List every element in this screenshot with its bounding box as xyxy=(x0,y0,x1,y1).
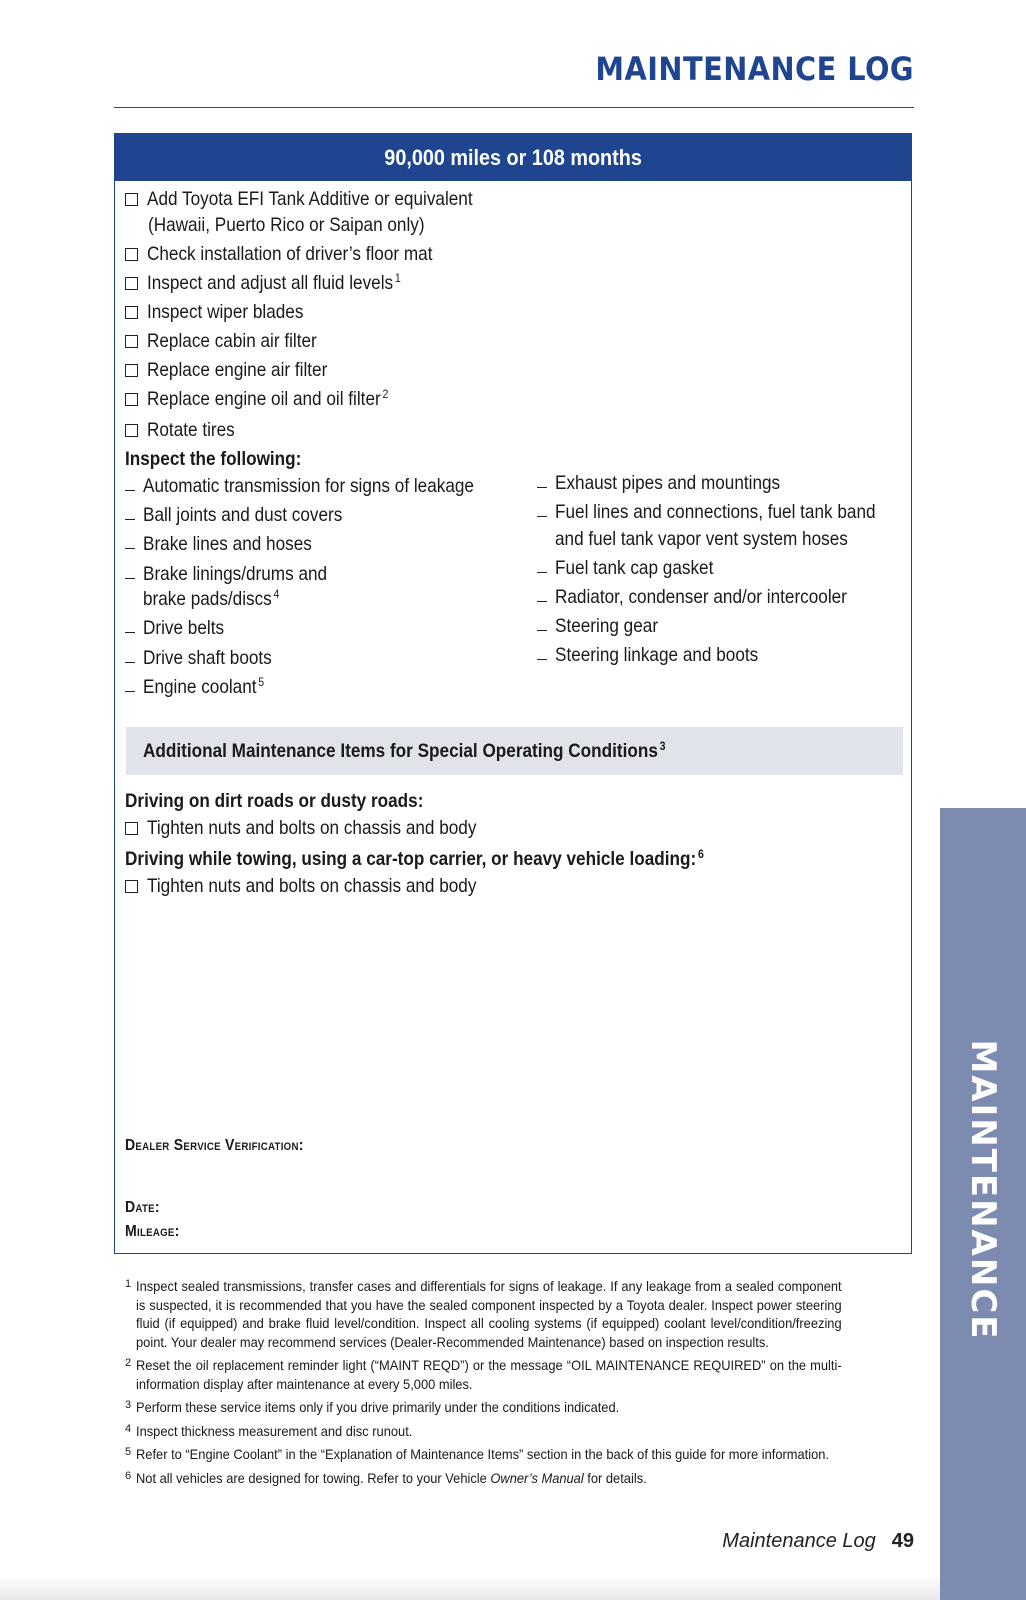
checkbox-icon[interactable] xyxy=(125,193,138,206)
dash-bullet-icon xyxy=(537,659,547,660)
check-item-efi-additive-note: (Hawaii, Puerto Rico or Saipan only) xyxy=(148,214,425,236)
dealer-service-verification-label: Dealer Service Verification: xyxy=(125,1137,304,1154)
dash-bullet-icon xyxy=(125,662,135,663)
check-item-efi-additive: Add Toyota EFI Tank Additive or equivalent xyxy=(125,187,517,211)
checkbox-icon[interactable] xyxy=(125,880,138,893)
footnote-1: 1 Inspect sealed transmissions, transfer cases and differentials for signs of leakage. If any leakage from a sealed component is suspected, it is recommended that you have the sealed component inspected by a Toyota dealer. Inspect power steering fluid (if equipped) and brake fluid level/condition. Inspect all cooling systems (if equipped) coolant level/condition/freezing point. Your dealer may recommend services (Dealer-Recommended Maintenance) based on inspection results. xyxy=(125,1278,842,1350)
title-divider xyxy=(114,107,914,108)
dash-bullet-icon xyxy=(537,601,547,602)
inspect-item: Ball joints and dust covers xyxy=(125,503,370,527)
dash-bullet-icon xyxy=(125,548,135,549)
footnote-ref: 5 xyxy=(258,675,265,689)
checkbox-icon[interactable] xyxy=(125,335,138,348)
footnote-ref: 6 xyxy=(697,847,704,861)
footnote-ref: 1 xyxy=(394,271,401,285)
owners-manual-title: Owner’s Manual xyxy=(490,1469,584,1486)
checkbox-icon[interactable] xyxy=(125,822,138,835)
dash-bullet-icon xyxy=(537,630,547,631)
footnote-ref: 4 xyxy=(273,587,280,601)
dash-bullet-icon xyxy=(537,516,547,517)
inspect-item: Brake linings/drums and xyxy=(125,562,352,586)
check-item-rotate-tires: Rotate tires xyxy=(125,418,247,442)
page-number: 49 xyxy=(891,1530,914,1552)
footnote-ref: 3 xyxy=(659,739,666,753)
inspect-item: Fuel tank cap gasket xyxy=(537,556,735,580)
dash-bullet-icon xyxy=(125,519,135,520)
footnote-3: 3 Perform these service items only if you drive primarily under the conditions indicated. xyxy=(125,1399,620,1415)
check-item-oil-filter: Replace engine oil and oil filter $^2$ xyxy=(125,387,421,411)
date-label: Date: xyxy=(125,1199,160,1216)
check-item-cabin-filter: Replace cabin air filter xyxy=(125,329,340,353)
inspect-item: Exhaust pipes and mountings xyxy=(537,471,811,495)
check-item-towing-tighten: Tighten nuts and bolts on chassis and body xyxy=(125,874,521,898)
mileage-label: Mileage: xyxy=(125,1223,180,1240)
page-title: MAINTENANCE LOG xyxy=(595,50,914,88)
checkbox-icon[interactable] xyxy=(125,393,138,406)
check-item-dirt-tighten: Tighten nuts and bolts on chassis and body xyxy=(125,816,521,840)
inspect-item: Drive shaft boots xyxy=(125,646,289,670)
footnote-4: 4 Inspect thickness measurement and disc runout. xyxy=(125,1422,413,1439)
check-item-wiper-blades: Inspect wiper blades xyxy=(125,300,325,324)
footnote-5: 5 Refer to “Engine Coolant” in the “Explanation of Maintenance Items” section in the back of this guide for more information. xyxy=(125,1446,830,1462)
inspect-item: Drive belts xyxy=(125,616,235,640)
footnote-2: 2 Reset the oil replacement reminder light (“MAINT REQD”) or the message “OIL MAINTENANCE REQUIRED” on the multi-information display after maintenance at every 5,000 miles. xyxy=(125,1357,842,1392)
inspect-item-continued: and fuel tank vapor vent system hoses xyxy=(555,528,848,550)
inspect-item: Radiator, condenser and/or intercooler xyxy=(537,585,887,609)
page-bottom-shadow xyxy=(0,1575,940,1600)
footnote-6: 6 Not all vehicles are designed for towing. Refer to your Vehicle Owner’s Manual for details. xyxy=(125,1469,647,1486)
dash-bullet-icon xyxy=(537,487,547,488)
interval-header-text: 90,000 miles or 108 months xyxy=(384,144,642,170)
inspect-item: Engine coolant $^5$ xyxy=(125,675,281,699)
towing-heading: Driving while towing, using a car-top carrier, or heavy vehicle loading: $^6$ xyxy=(125,847,704,870)
inspect-item-continued: brake pads/discs $^4$ xyxy=(143,587,280,610)
page-footer xyxy=(722,1530,914,1553)
maintenance-box xyxy=(114,133,912,1254)
checkbox-icon[interactable] xyxy=(125,306,138,319)
interval-header xyxy=(115,134,911,181)
inspect-item: Steering linkage and boots xyxy=(537,643,786,667)
dash-bullet-icon xyxy=(125,578,135,579)
dash-bullet-icon xyxy=(537,572,547,573)
checkbox-icon[interactable] xyxy=(125,277,138,290)
footnote-ref: 2 xyxy=(382,387,389,401)
section-side-tab-label: MAINTENANCE xyxy=(963,1039,1003,1341)
checkbox-icon[interactable] xyxy=(125,424,138,437)
inspect-item: Automatic transmission for signs of leakage xyxy=(125,474,519,498)
footer-section-label: Maintenance Log xyxy=(722,1530,876,1552)
dash-bullet-icon xyxy=(125,632,135,633)
checkbox-icon[interactable] xyxy=(125,364,138,377)
footnotes xyxy=(125,1277,903,1492)
special-conditions-heading: Additional Maintenance Items for Special Operating Conditions $^3$ xyxy=(143,739,666,762)
inspect-heading: Inspect the following: xyxy=(125,448,302,470)
inspect-item: Steering gear xyxy=(537,614,672,638)
dirt-roads-heading: Driving on dirt roads or dusty roads: xyxy=(125,790,424,812)
check-item-fluid-levels: Inspect and adjust all fluid levels $^1$ xyxy=(125,271,435,295)
inspect-item: Brake lines and hoses xyxy=(125,532,335,556)
check-item-floor-mat: Check installation of driver’s floor mat xyxy=(125,242,471,266)
inspect-item: Fuel lines and connections, fuel tank band xyxy=(537,500,919,524)
checkbox-icon[interactable] xyxy=(125,248,138,261)
check-item-engine-filter: Replace engine air filter xyxy=(125,358,352,382)
dash-bullet-icon xyxy=(125,691,135,692)
dash-bullet-icon xyxy=(125,490,135,491)
